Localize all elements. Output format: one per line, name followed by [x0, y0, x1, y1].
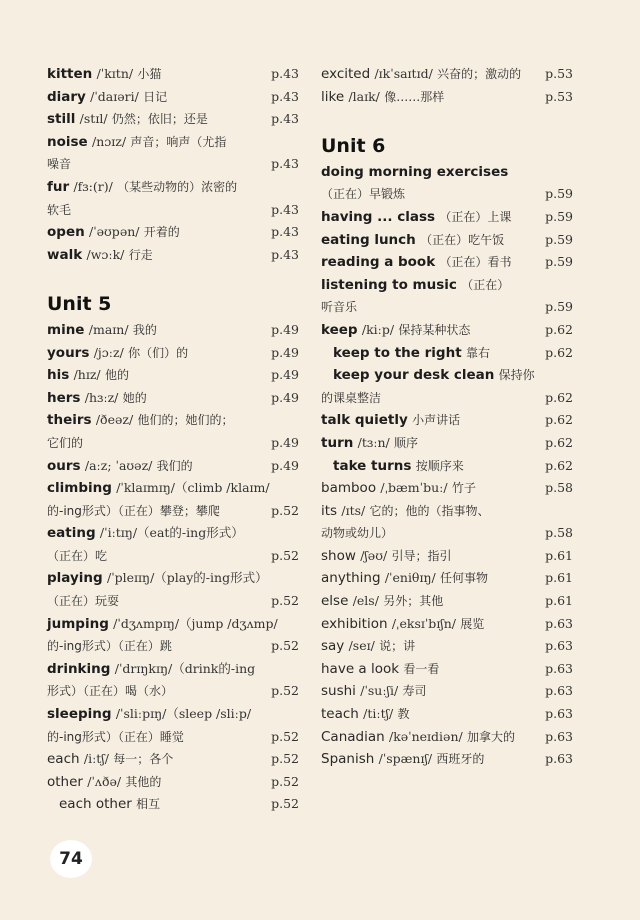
vocab-word: still — [47, 111, 76, 128]
vocab-word: noise — [47, 133, 88, 150]
vocab-phonetic: /jɔːz/ — [93, 344, 124, 360]
vocab-entry — [47, 567, 299, 590]
page-reference: p.52 — [271, 638, 299, 654]
vocab-continuation — [47, 545, 299, 568]
vocab-phonetic: /tiːtʃ/ — [363, 706, 394, 722]
vocab-word: his — [47, 367, 70, 384]
vocab-entry — [47, 319, 299, 342]
vocab-meaning: 保持某种状态 — [398, 322, 471, 337]
page-reference: p.63 — [545, 660, 573, 676]
vocab-meaning: 她的 — [122, 390, 147, 405]
vocab-word: turn — [321, 434, 354, 451]
vocab-entry — [47, 364, 299, 387]
section-spacer — [321, 108, 573, 131]
vocab-meaning: 的课桌整洁 — [321, 390, 382, 405]
vocab-meaning: 另外；其他 — [383, 594, 444, 609]
vocab-word: hers — [47, 389, 81, 406]
vocab-word: keep your desk clean — [333, 367, 495, 384]
vocab-phonetic: /els/ — [352, 593, 379, 609]
page-reference: p.62 — [545, 412, 573, 428]
vocab-continuation — [47, 500, 299, 523]
page-reference: p.52 — [271, 547, 299, 563]
vocab-entry — [321, 500, 573, 523]
vocab-entry — [47, 176, 299, 199]
unit-heading: Unit 5 — [47, 292, 112, 315]
vocab-phonetic: /ʃəʊ/ — [360, 547, 388, 563]
vocab-meaning: 西班牙的 — [436, 752, 485, 767]
vocab-continuation — [47, 199, 299, 222]
page-reference: p.63 — [545, 751, 573, 767]
page-reference: p.58 — [545, 525, 573, 541]
vocab-entry — [321, 409, 573, 432]
vocab-entry — [47, 613, 299, 636]
vocab-meaning: 的-ing形式）（正在）睡觉 — [47, 729, 184, 744]
vocab-phonetic: /ˈdaɪəri/ — [90, 88, 139, 104]
page-reference: p.63 — [545, 683, 573, 699]
vocab-continuation — [47, 726, 299, 749]
vocab-word: having ... class — [321, 208, 436, 225]
vocab-phonetic: /tɜːn/ — [357, 434, 390, 450]
right-column — [321, 63, 573, 771]
vocab-phonetic: /ˈpleɪɪŋ/（play的-ing形式） — [106, 570, 268, 586]
vocab-phonetic: /ˈsuːʃi/ — [360, 683, 399, 699]
vocab-meaning: 兴奋的；激动的 — [437, 67, 522, 81]
vocab-phonetic: /maɪn/ — [88, 321, 129, 337]
vocab-entry — [321, 748, 573, 771]
page-reference: p.43 — [271, 246, 299, 262]
page-reference: p.43 — [271, 111, 299, 127]
vocab-meaning: （正在） — [461, 277, 510, 292]
vocab-meaning: 声音；响声（尤指 — [130, 134, 227, 149]
page-reference: p.61 — [545, 593, 573, 609]
vocab-entry — [321, 432, 573, 455]
vocab-meaning: 说；讲 — [379, 639, 416, 654]
page-reference: p.62 — [545, 457, 573, 473]
vocab-entry — [47, 244, 299, 267]
vocab-meaning: 仍然；依旧；还是 — [111, 112, 208, 127]
vocab-word: eating lunch — [321, 231, 416, 248]
vocab-continuation — [321, 387, 573, 410]
vocab-continuation — [321, 183, 573, 206]
vocab-meaning: 保持你 — [498, 368, 535, 383]
vocab-phonetic: /laɪk/ — [348, 88, 380, 104]
vocab-word: have a look — [321, 660, 400, 677]
vocab-phonetic: /stɪl/ — [79, 111, 108, 127]
vocab-word: like — [321, 88, 345, 105]
vocab-word: ours — [47, 457, 81, 474]
vocab-meaning: 任何事物 — [440, 571, 489, 586]
vocab-entry — [321, 613, 573, 636]
vocab-word: Spanish — [321, 751, 375, 768]
vocab-meaning: 看一看 — [403, 661, 440, 676]
vocab-meaning: 像……那样 — [384, 89, 445, 104]
vocab-entry — [47, 793, 299, 816]
vocab-entry — [47, 658, 299, 681]
vocab-word: teach — [321, 706, 359, 723]
vocab-meaning: 我的 — [132, 322, 157, 337]
vocab-entry — [321, 274, 573, 297]
vocab-word: its — [321, 502, 338, 519]
vocab-word: playing — [47, 570, 103, 587]
vocab-entry — [321, 545, 573, 568]
vocab-phonetic: /ˌbæmˈbuː/ — [380, 480, 448, 496]
vocab-word: climbing — [47, 480, 112, 497]
page-number: 74 — [50, 840, 92, 878]
page-reference: p.49 — [271, 367, 299, 383]
vocab-meaning: （正在）玩耍 — [47, 594, 120, 609]
page-reference: p.62 — [545, 389, 573, 405]
vocab-meaning: 日记 — [143, 89, 168, 104]
page-reference: p.43 — [271, 224, 299, 240]
vocab-word: yours — [47, 344, 90, 361]
vocab-entry — [321, 251, 573, 274]
vocab-entry — [47, 703, 299, 726]
page-reference: p.52 — [271, 683, 299, 699]
vocab-entry — [321, 161, 573, 184]
vocab-phonetic: /ˈklaɪmɪŋ/（climb /klaɪm/ — [116, 480, 270, 496]
vocab-word: mine — [47, 321, 85, 338]
vocab-word: keep — [321, 321, 358, 338]
page-reference: p.49 — [271, 434, 299, 450]
vocab-word: drinking — [47, 660, 111, 677]
page-reference: p.62 — [545, 344, 573, 360]
page-reference: p.52 — [271, 502, 299, 518]
vocab-meaning: 噪音 — [47, 157, 72, 172]
vocab-meaning: （正在）吃 — [47, 548, 108, 563]
vocab-phonetic: /nɔɪz/ — [92, 133, 127, 149]
page-reference: p.59 — [545, 299, 573, 315]
vocab-entry — [47, 342, 299, 365]
page-reference: p.43 — [271, 156, 299, 172]
vocab-phonetic: /ˈdʒʌmpɪŋ/（jump /dʒʌmp/ — [113, 615, 278, 631]
vocab-phonetic: /iːtʃ/ — [83, 751, 109, 767]
page-reference: p.63 — [545, 728, 573, 744]
vocab-entry — [47, 748, 299, 771]
vocab-phonetic: /ˈsliːpɪŋ/（sleep /sliːp/ — [115, 706, 252, 722]
vocab-entry — [47, 387, 299, 410]
vocab-word: open — [47, 224, 85, 241]
vocab-meaning: 我们的 — [156, 458, 193, 473]
vocab-word: eating — [47, 525, 96, 542]
vocab-entry — [321, 658, 573, 681]
vocab-meaning: 展览 — [460, 616, 485, 631]
vocab-meaning: 小声讲话 — [412, 413, 461, 428]
vocab-meaning: 他们的；她们的； — [137, 413, 234, 428]
vocab-meaning: 每一；各个 — [113, 752, 174, 767]
page-reference: p.49 — [271, 321, 299, 337]
page-reference: p.43 — [271, 66, 299, 81]
vocab-word: diary — [47, 88, 86, 105]
vocab-meaning: 你（们）的 — [128, 345, 189, 360]
vocab-entry — [321, 206, 573, 229]
unit-heading: Unit 6 — [321, 134, 386, 157]
vocab-meaning: （正在）早锻炼 — [321, 187, 406, 202]
vocab-meaning: 它们的 — [47, 435, 84, 450]
page-reference: p.52 — [271, 796, 299, 812]
vocab-meaning: （正在）看书 — [439, 255, 512, 270]
vocab-meaning: 它的；他的（指事物、 — [369, 503, 490, 518]
page-reference: p.63 — [545, 638, 573, 654]
vocab-word: talk quietly — [321, 412, 408, 429]
vocab-meaning: （正在）吃午饭 — [420, 232, 505, 247]
vocab-entry — [47, 455, 299, 478]
vocab-continuation — [47, 590, 299, 613]
vocab-word: else — [321, 593, 349, 610]
vocab-phonetic: /ˌeksɪˈbɪʃn/ — [391, 615, 456, 631]
vocab-entry — [321, 680, 573, 703]
vocab-entry — [321, 364, 573, 387]
vocab-word: exhibition — [321, 615, 388, 632]
page-reference: p.52 — [271, 751, 299, 767]
page-reference: p.62 — [545, 321, 573, 337]
vocab-word: excited — [321, 66, 371, 82]
vocab-meaning: 听音乐 — [321, 300, 358, 315]
vocab-word: kitten — [47, 66, 93, 82]
vocab-word: say — [321, 638, 345, 655]
vocab-phonetic: /hɪz/ — [73, 367, 101, 383]
page-reference: p.52 — [271, 773, 299, 789]
section-spacer — [47, 266, 299, 289]
vocab-meaning: 的-ing形式）（正在）攀登；攀爬 — [47, 503, 220, 518]
vocab-meaning: 按顺序来 — [415, 458, 464, 473]
vocab-entry — [321, 319, 573, 342]
vocab-word: walk — [47, 246, 83, 263]
vocab-entry — [321, 342, 573, 365]
vocab-word: doing morning exercises — [321, 163, 509, 180]
vocab-entry — [47, 409, 299, 432]
vocab-phonetic: /kiːp/ — [361, 321, 395, 337]
vocab-entry — [47, 771, 299, 794]
vocab-phonetic: /ˈiːtɪŋ/（eat的-ing形式） — [99, 525, 244, 541]
vocab-phonetic: /ˈʌðə/ — [87, 773, 122, 789]
vocab-word: other — [47, 773, 83, 790]
page-reference: p.43 — [271, 201, 299, 217]
page-reference: p.61 — [545, 547, 573, 563]
vocab-continuation — [47, 635, 299, 658]
vocab-continuation — [47, 680, 299, 703]
vocab-meaning: 教 — [397, 707, 410, 722]
page-reference: p.53 — [545, 66, 573, 81]
vocab-word: show — [321, 547, 356, 564]
vocab-meaning: 形式）（正在）喝（水） — [47, 684, 174, 699]
vocab-phonetic: /fɜ:(r)/ — [73, 178, 113, 194]
vocab-meaning: 寿司 — [402, 684, 427, 699]
vocab-phonetic: /ˈeniθɪŋ/ — [384, 570, 436, 586]
vocab-meaning: 顺序 — [394, 435, 419, 450]
vocab-meaning: 引导；指引 — [391, 548, 452, 563]
page-reference: p.59 — [545, 231, 573, 247]
vocab-phonetic: /ˈdrɪŋkɪŋ/（drink的-ing — [114, 660, 256, 676]
vocab-meaning: 行走 — [128, 247, 153, 262]
vocab-continuation — [321, 296, 573, 319]
vocab-meaning: 其他的 — [125, 774, 162, 789]
vocab-phonetic: /ðeəz/ — [95, 412, 134, 428]
vocab-word: Canadian — [321, 728, 385, 745]
vocab-meaning: 他的 — [104, 368, 129, 383]
vocab-phonetic: /wɔːk/ — [86, 246, 125, 262]
vocab-word: jumping — [47, 615, 109, 632]
vocab-word: anything — [321, 570, 381, 587]
page-reference: p.59 — [545, 186, 573, 202]
vocab-meaning: （正在）上课 — [439, 209, 512, 224]
vocab-entry — [47, 108, 299, 131]
vocab-meaning: 靠右 — [465, 345, 490, 360]
page-reference: p.53 — [545, 88, 573, 104]
vocab-phonetic: /hɜːz/ — [84, 389, 119, 405]
vocab-entry — [321, 229, 573, 252]
vocab-meaning: 加拿大的 — [467, 729, 516, 744]
vocab-continuation — [47, 432, 299, 455]
page-reference: p.63 — [545, 615, 573, 631]
vocab-phonetic: /ˈspænɪʃ/ — [378, 751, 433, 767]
page-reference: p.63 — [545, 706, 573, 722]
left-column — [47, 63, 299, 816]
vocab-entry — [321, 590, 573, 613]
vocab-phonetic: /ˈkɪtn/ — [96, 66, 134, 81]
vocab-meaning: 的-ing形式）（正在）跳 — [47, 639, 172, 654]
page-reference: p.58 — [545, 480, 573, 496]
page-reference: p.62 — [545, 434, 573, 450]
vocab-entry — [321, 567, 573, 590]
page-reference: p.59 — [545, 208, 573, 224]
vocab-phonetic: /seɪ/ — [348, 638, 375, 654]
vocab-word: listening to music — [321, 276, 457, 293]
vocab-word: keep to the right — [333, 344, 462, 361]
page-reference: p.49 — [271, 457, 299, 473]
vocab-word: theirs — [47, 412, 92, 429]
vocab-entry — [321, 86, 573, 109]
vocab-word: fur — [47, 178, 70, 195]
vocab-word: take turns — [333, 457, 412, 474]
vocab-phonetic: /ɪkˈsaɪtɪd/ — [374, 66, 433, 81]
page-reference: p.52 — [271, 728, 299, 744]
vocab-word: each — [47, 751, 80, 768]
vocab-entry — [321, 63, 573, 86]
vocab-word: reading a book — [321, 254, 436, 271]
vocab-entry — [321, 477, 573, 500]
vocab-entry — [321, 455, 573, 478]
vocab-meaning: 相互 — [136, 797, 161, 812]
vocab-entry — [47, 86, 299, 109]
page-reference: p.59 — [545, 254, 573, 270]
vocab-meaning: 软毛 — [47, 202, 72, 217]
page-reference: p.49 — [271, 344, 299, 360]
vocab-phonetic: /kəˈneɪdiən/ — [388, 728, 463, 744]
vocab-word: bamboo — [321, 480, 377, 497]
vocab-meaning: 动物或幼儿） — [321, 526, 394, 541]
vocab-entry — [321, 726, 573, 749]
vocab-continuation — [321, 522, 573, 545]
page-reference: p.43 — [271, 88, 299, 104]
vocab-meaning: 开着的 — [143, 225, 180, 240]
vocab-entry — [47, 63, 299, 86]
page-reference: p.49 — [271, 389, 299, 405]
vocab-word: sleeping — [47, 706, 112, 723]
page-reference: p.61 — [545, 570, 573, 586]
vocab-entry — [47, 522, 299, 545]
vocab-continuation — [47, 153, 299, 176]
vocab-entry — [47, 221, 299, 244]
vocab-entry — [47, 131, 299, 154]
page-reference: p.52 — [271, 593, 299, 609]
vocab-word: sushi — [321, 683, 356, 700]
vocab-word: each other — [59, 796, 132, 813]
vocab-entry — [321, 703, 573, 726]
vocab-phonetic: /aːz; ˈaʊəz/ — [84, 457, 153, 473]
vocab-meaning: 竹子 — [451, 481, 476, 496]
vocab-entry — [321, 635, 573, 658]
vocab-meaning: 小猫 — [137, 67, 162, 81]
vocab-phonetic: /ɪts/ — [341, 502, 366, 518]
vocab-meaning: （某些动物的）浓密的 — [117, 179, 238, 194]
vocab-entry — [47, 477, 299, 500]
vocab-phonetic: /ˈəʊpən/ — [89, 224, 140, 240]
